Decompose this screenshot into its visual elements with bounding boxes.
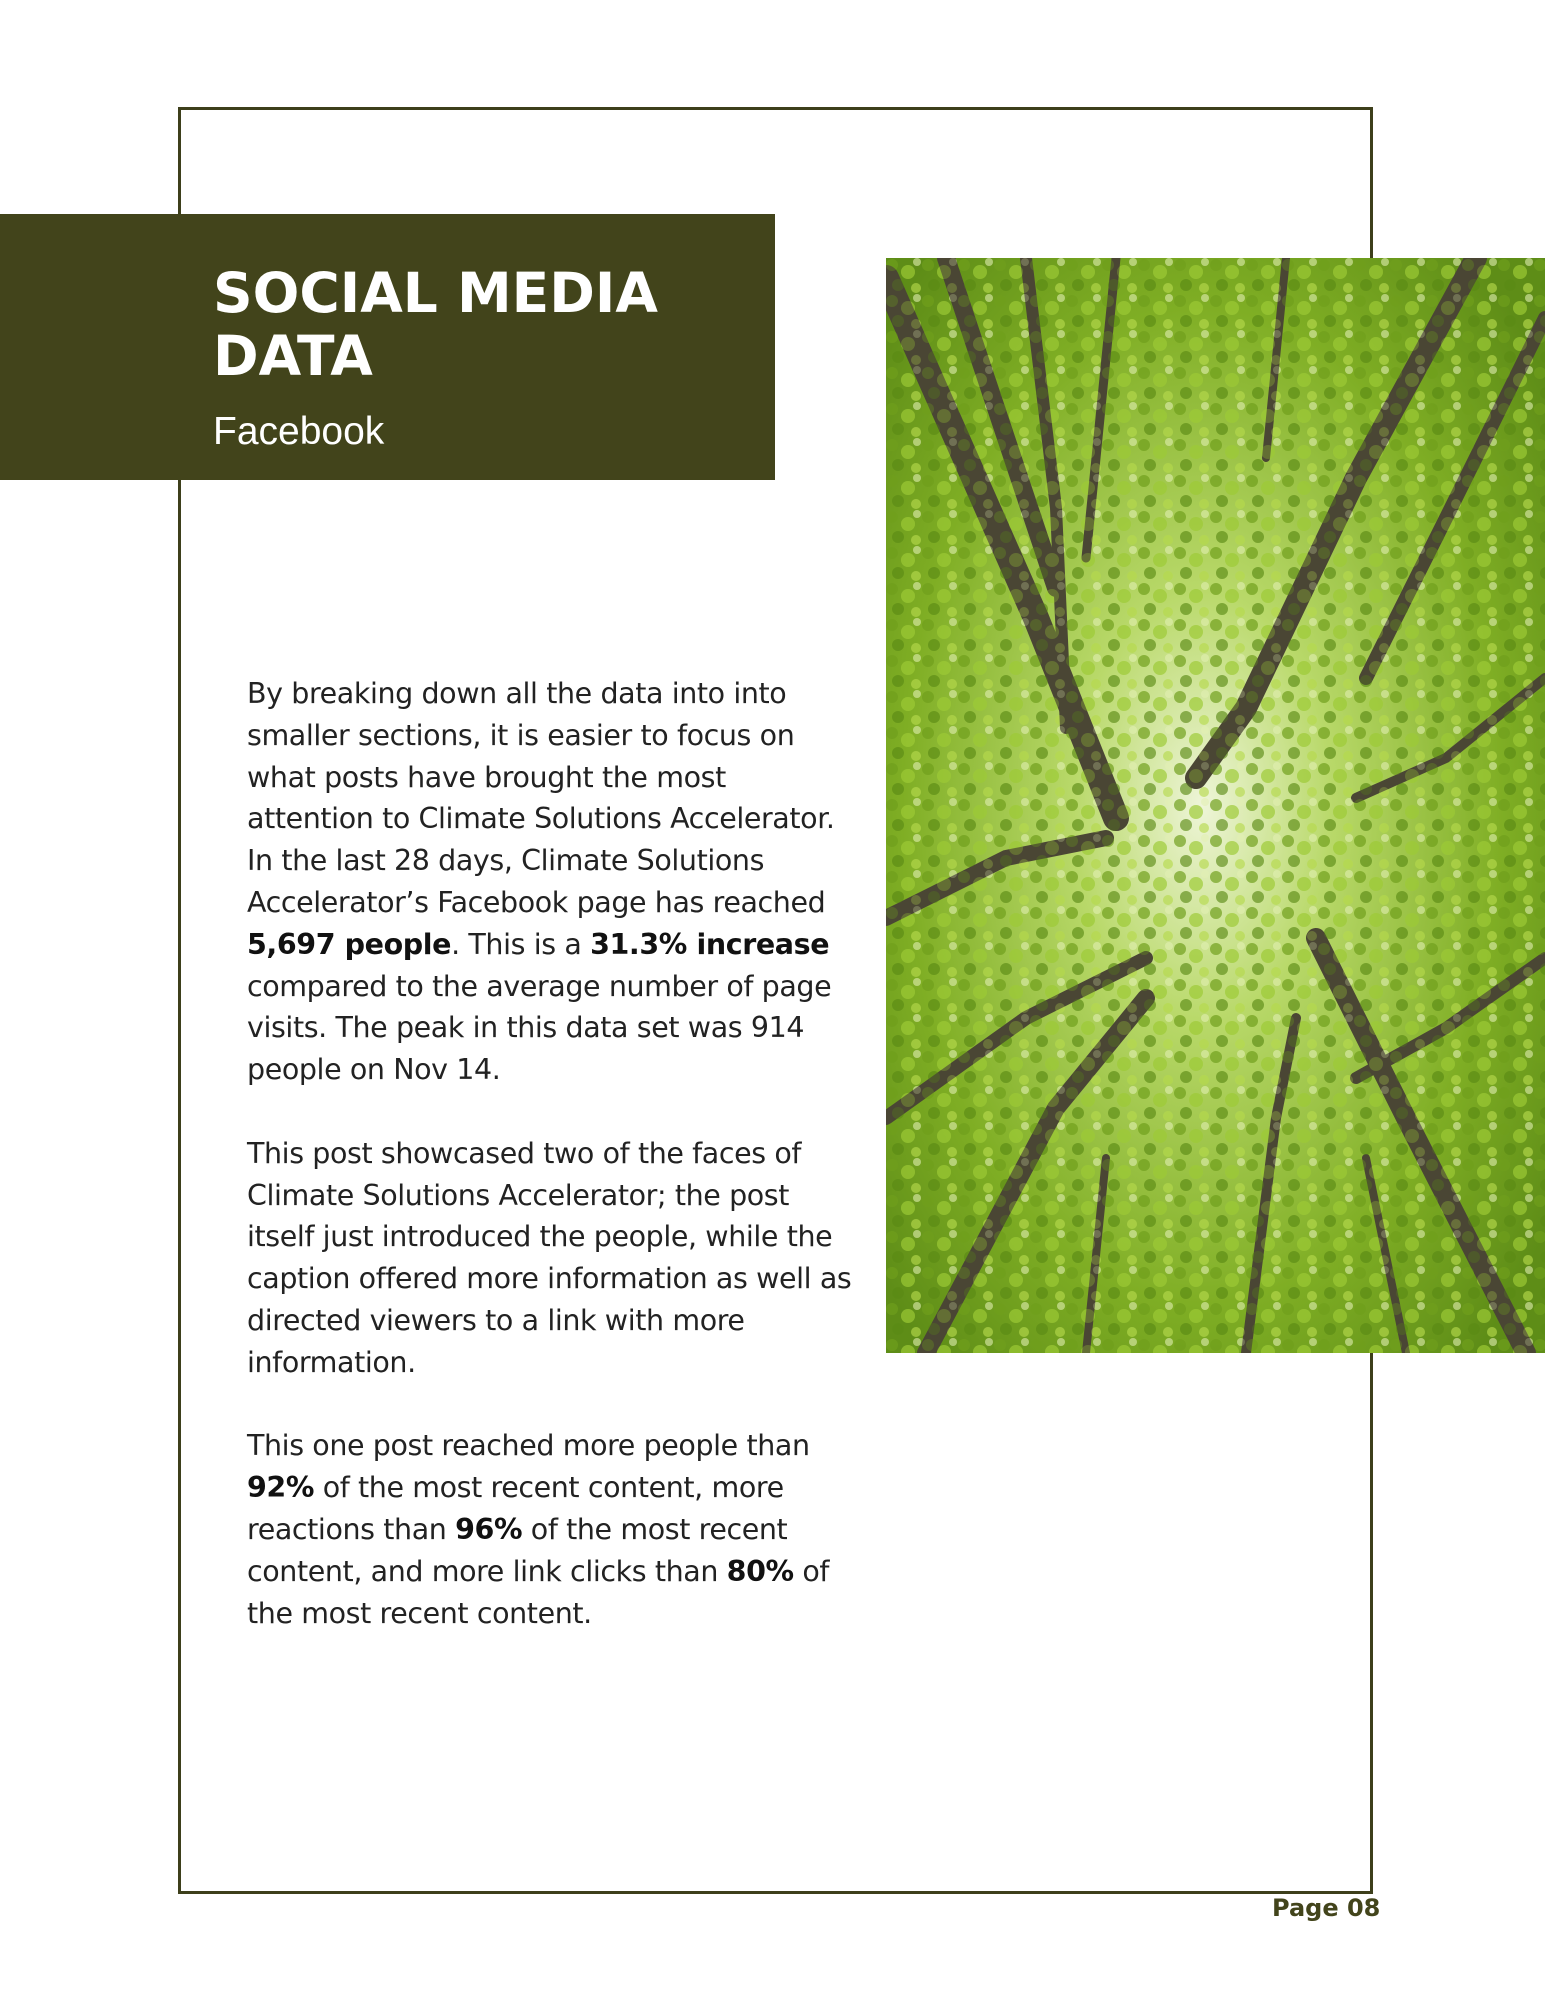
reactions-percent: 96% xyxy=(455,1512,523,1546)
page-title xyxy=(213,262,733,388)
reach-count: 5,697 people xyxy=(247,927,452,961)
body-text xyxy=(247,673,857,1676)
forest-canopy-photo xyxy=(886,258,1545,1353)
reach-end-text: compared to the average number of page visits. The peak in this data set was 914 people on Nov 14. xyxy=(247,969,832,1087)
paragraph-post: This post showcased two of the faces of Climate Solutions Accelerator; the post itself just introduced the people, while the caption offered more information as well as directed viewers to a link with more information. xyxy=(247,1136,852,1379)
page-subtitle: Facebook xyxy=(213,410,385,453)
comparison-text-a: This one post reached more people than xyxy=(247,1429,810,1463)
title-line-2: DATA xyxy=(213,324,373,388)
reach-percent: 92% xyxy=(247,1471,315,1505)
reach-increase: 31.3% increase xyxy=(590,927,830,961)
paragraph-reach xyxy=(247,673,857,1091)
reach-mid-text: . This is a xyxy=(451,927,591,961)
title-line-1: SOCIAL MEDIA xyxy=(213,261,658,325)
comparison-text-c: of the most recent content, and more link clicks than xyxy=(247,1512,788,1588)
page-number: Page 08 xyxy=(1272,1894,1381,1922)
forest-canopy-image xyxy=(886,258,1545,1353)
paragraph-comparison xyxy=(247,1425,857,1634)
reach-intro-text: By breaking down all the data into into smaller sections, it is easier to focus on what posts have brought the most attention to Climate Solutions Accelerator. In the last 28 days, Climate Solutions Accelerator’s Facebook page has reached xyxy=(247,677,835,919)
comparison-text-b: of the most recent content, more reactions than xyxy=(247,1471,784,1546)
link-clicks-percent: 80% xyxy=(726,1554,794,1588)
comparison-text-d: of the most recent content. xyxy=(247,1554,830,1630)
